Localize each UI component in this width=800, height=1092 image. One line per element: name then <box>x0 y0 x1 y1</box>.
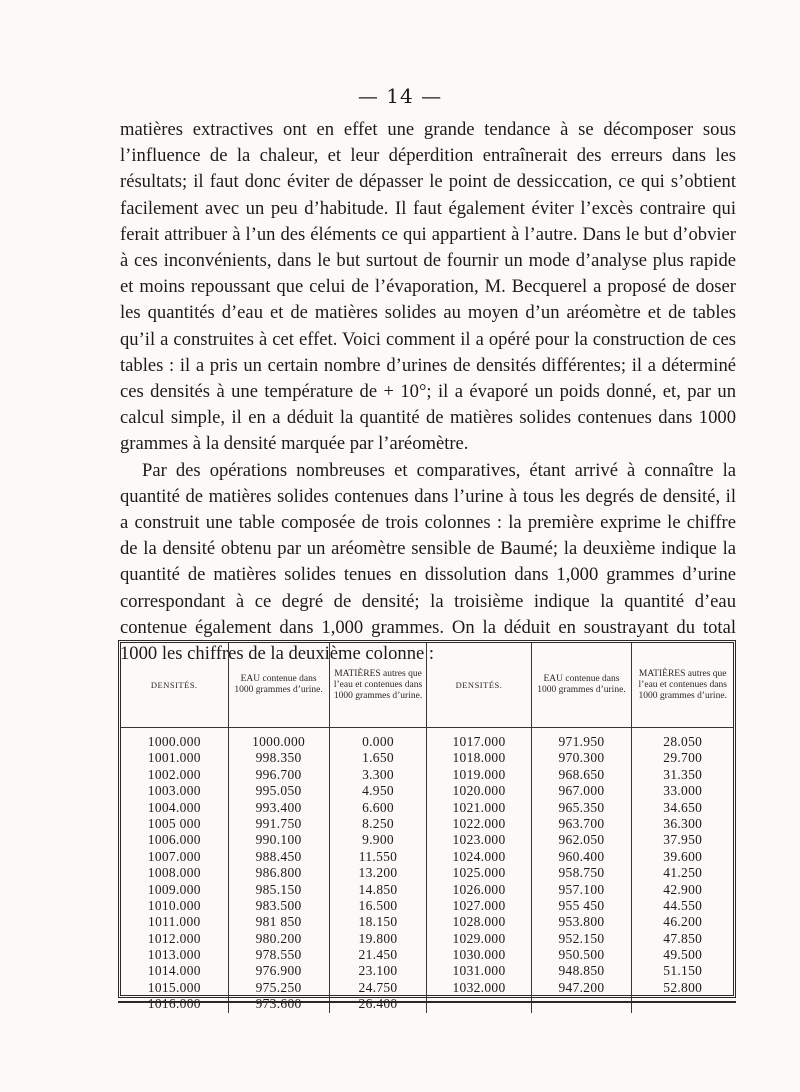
table-cell: 1000.000 <box>147 734 201 749</box>
table-cell: 1023.000 <box>452 832 506 848</box>
table-cell: 1002.000 <box>147 766 201 782</box>
table-cell: 1021.000 <box>452 799 506 815</box>
table-cell: 36.300 <box>663 815 703 831</box>
table-cell: 6.600 <box>362 799 394 815</box>
table-cell: 46.200 <box>663 914 703 930</box>
table-cell: 1025.000 <box>452 865 506 881</box>
table-cell: 952.150 <box>558 930 605 946</box>
table-cell: 1020.000 <box>452 783 506 799</box>
table-cell: 947.200 <box>558 979 605 995</box>
table-cell: 993.400 <box>255 799 302 815</box>
table-cell: 34.650 <box>663 799 703 815</box>
table-cell: 963.700 <box>558 815 605 831</box>
column-matieres-left <box>329 728 427 1013</box>
table-cell: 970.300 <box>558 750 605 766</box>
table-cell: 996.700 <box>255 766 302 782</box>
table-cell: 1016.000 <box>147 996 201 1012</box>
table-cell: 21.450 <box>358 947 398 963</box>
column-matieres-right <box>632 728 733 1013</box>
table-cell: 1026.000 <box>452 881 506 897</box>
table-header-row <box>121 643 733 728</box>
table-cell: 1029.000 <box>452 930 506 946</box>
table-cell: 1010.000 <box>147 897 201 913</box>
table-cell: 988.450 <box>255 848 302 864</box>
table-cell: 8.250 <box>362 815 394 831</box>
table-cell: 955 450 <box>558 897 605 913</box>
table-cell: 1000.000 <box>252 734 306 749</box>
table-body-row <box>121 728 733 1013</box>
table-cell: 1008.000 <box>147 865 201 881</box>
table-cell: 41.250 <box>663 865 703 881</box>
header-matieres-left: MATIÈRES autres que l’eau et contenues dans 1000 grammes d’urine. <box>329 643 427 728</box>
table-cell: 948.850 <box>558 963 605 979</box>
table-cell: 23.100 <box>358 963 398 979</box>
table-cell: 52.800 <box>663 979 703 995</box>
table-cell: 975.250 <box>255 979 302 995</box>
header-densites-right: DENSITÉS. <box>427 643 531 728</box>
table-cell: 19.800 <box>358 930 398 946</box>
column-eau-right <box>531 728 632 1013</box>
table-cell: 958.750 <box>558 865 605 881</box>
table-cell: 1018.000 <box>452 750 506 766</box>
table-cell: 967.000 <box>558 783 605 799</box>
table-cell: 1011.000 <box>148 914 201 930</box>
table-cell: 33.000 <box>663 783 703 799</box>
table-cell: 1031.000 <box>452 963 506 979</box>
column-densites-left <box>121 728 228 1013</box>
table-cell: 1027.000 <box>452 897 506 913</box>
header-eau-right: EAU contenue dans 1000 grammes d’urine. <box>531 643 632 728</box>
table-cell: 4.950 <box>362 783 394 799</box>
table-cell: 47.850 <box>663 930 703 946</box>
page-number: — 14 — <box>357 84 443 108</box>
table-cell: 1001.000 <box>147 750 201 766</box>
table-cell: 976.900 <box>255 963 302 979</box>
table-cell: 965.350 <box>558 799 605 815</box>
header-densites-left: DENSITÉS. <box>121 643 228 728</box>
table-cell: 986.800 <box>255 865 302 881</box>
table-cell: 1012.000 <box>147 930 201 946</box>
table-cell: 28.050 <box>663 734 703 749</box>
table-cell: 1.650 <box>362 750 394 766</box>
table-cell: 51.150 <box>663 963 703 979</box>
table-cell: 1004.000 <box>147 799 201 815</box>
table-cell: 13.200 <box>358 865 398 881</box>
table-cell: 957.100 <box>558 881 605 897</box>
paragraph-2: Par des opérations nombreuses et comparatives, étant arrivé à connaître la quantité de matières solides contenues dans l’urine à tous les degrés de densité, il a construit une table composée de trois colonnes : la première exprime le chiffre de la densité obtenu par un aréomètre sensible de Baumé; la deuxième indique la quantité de matières solides tenues en dissolution dans 1,000 grammes d’urine correspondant à ce degré de densité; la troisième indique la quantité d’eau contenue également dans 1,000 grammes. On la déduit en soustrayant du total 1000 les chiffres de la deuxième colonne : <box>120 459 736 665</box>
table-cell: 29.700 <box>663 750 703 766</box>
table-cell: 1007.000 <box>147 848 201 864</box>
table-cell: 991.750 <box>255 815 302 831</box>
table-cell: 1006.000 <box>147 832 201 848</box>
table-cell: 18.150 <box>358 914 398 930</box>
paragraph-1: matières extractives ont en effet une grande tendance à se décomposer sous l’influence de la chaleur, et leur déperdition entraînerait des erreurs dans les résultats; il faut donc éviter de dépasser le point de dessiccation, ce qui s’obtient facilement avec un peu d’habitude. Il faut également éviter l’excès contraire qui ferait attribuer à l’un des éléments ce qui appartient à l’autre. Dans le but d’obvier à ces inconvénients, dans le but surtout de fournir un mode d’analyse plus rapide et moins repoussant que celui de l’évaporation, M. Becquerel a proposé de doser les quantités d’eau et de matières solides au moyen d’un aréomètre et de tables qu’il a construites à cet effet. Voici comment il a opéré pour la construction de ces tables : il a pris un certain nombre d’urines de densités différentes; il a déterminé ces densités à une température de + 10°; il a évaporé un poids donné, et, par un calcul simple, il en a déduit la quantité de matières solides contenues dans 1000 grammes à la densité marquée par l’aréomètre. <box>120 119 736 455</box>
table-cell: 978.550 <box>255 947 302 963</box>
table-cell: 973.600 <box>255 996 302 1012</box>
table-cell: 16.500 <box>358 897 398 913</box>
table-cell: 11.550 <box>358 848 398 864</box>
table-cell: 983.500 <box>255 897 302 913</box>
table-cell: 998.350 <box>255 750 302 766</box>
table-cell: 42.900 <box>663 881 703 897</box>
table-cell: 1003.000 <box>147 783 201 799</box>
table-cell: 953.800 <box>558 914 605 930</box>
table-cell: 981 850 <box>255 914 302 930</box>
table-cell: 1013.000 <box>147 947 201 963</box>
table-cell: 24.750 <box>358 979 398 995</box>
table-cell: 1014.000 <box>147 963 201 979</box>
table-cell: 971.950 <box>558 734 605 749</box>
table-cell: 49.500 <box>663 947 703 963</box>
table-cell: 960.400 <box>558 848 605 864</box>
table-cell: 1015.000 <box>147 979 201 995</box>
table-cell: 39.600 <box>663 848 703 864</box>
table-cell: 968.650 <box>558 766 605 782</box>
table-cell: 1017.000 <box>452 734 506 749</box>
body-text <box>120 117 736 667</box>
table-cell: 3.300 <box>362 766 394 782</box>
header-matieres-right: MATIÈRES autres que l’eau et contenues dans 1000 grammes d’urine. <box>632 643 733 728</box>
table-cell: 37.950 <box>663 832 703 848</box>
table-cell: 950.500 <box>558 947 605 963</box>
header-eau-left: EAU contenue dans 1000 grammes d’urine. <box>228 643 329 728</box>
table-cell: 31.350 <box>663 766 703 782</box>
table-cell: 985.150 <box>255 881 302 897</box>
table-cell: 26.400 <box>358 996 398 1012</box>
table-cell: 962.050 <box>558 832 605 848</box>
table-cell: 1030.000 <box>452 947 506 963</box>
table-cell: 0.000 <box>362 734 394 749</box>
column-eau-left <box>228 728 329 1013</box>
table-cell: 995.050 <box>255 783 302 799</box>
table-cell: 1032.000 <box>452 979 506 995</box>
table-cell: 14.850 <box>358 881 398 897</box>
column-densites-right <box>427 728 531 1013</box>
table-cell: 990.100 <box>255 832 302 848</box>
table-cell: 1009.000 <box>147 881 201 897</box>
table-cell: 1005 000 <box>147 815 201 831</box>
table-cell: 980.200 <box>255 930 302 946</box>
density-table <box>118 640 736 1012</box>
table-cell: 44.550 <box>663 897 703 913</box>
table-cell: 1022.000 <box>452 815 506 831</box>
table-cell: 1019.000 <box>452 766 506 782</box>
table-cell: 9.900 <box>362 832 394 848</box>
table-cell: 1024.000 <box>452 848 506 864</box>
table-cell: 1028.000 <box>452 914 506 930</box>
